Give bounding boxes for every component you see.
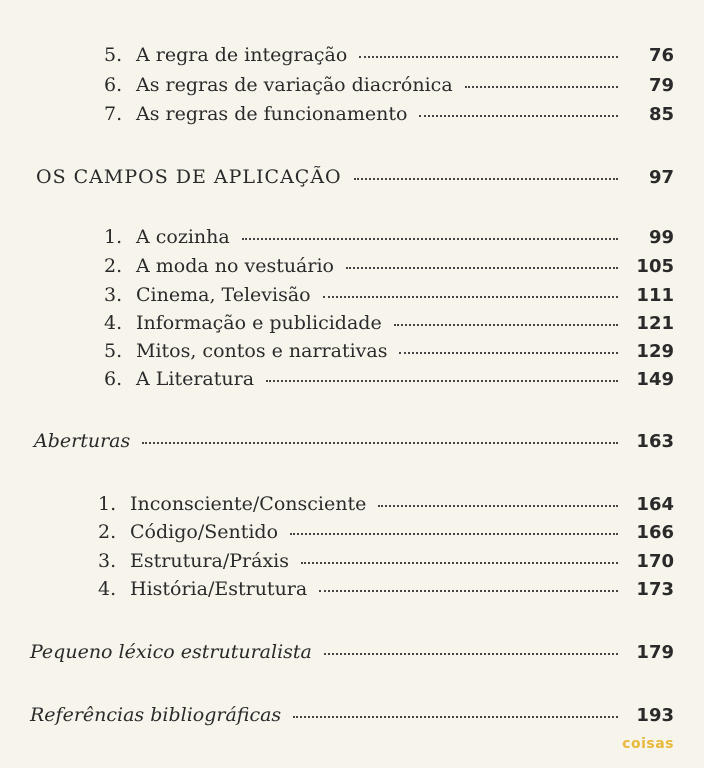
entry-page: 166	[636, 522, 674, 543]
entry-title: Mitos, contos e narrativas	[136, 340, 388, 362]
entry-title: As regras de variação diacrónica	[136, 74, 453, 96]
toc-entry	[98, 521, 674, 543]
entry-page: 193	[636, 705, 674, 726]
toc-entry	[104, 284, 674, 306]
dot-leader	[290, 532, 618, 535]
entry-page: 170	[636, 551, 674, 572]
entry-number: 1.	[104, 226, 123, 248]
toc-entry	[104, 44, 674, 66]
entry-number: 6.	[104, 368, 123, 390]
dot-leader	[266, 379, 618, 382]
entry-page: 105	[636, 256, 674, 277]
entry-title: Informação e publicidade	[136, 312, 382, 334]
entry-title: As regras de funcionamento	[136, 103, 408, 125]
entry-number: 2.	[104, 255, 123, 277]
entry-page: 79	[648, 75, 674, 96]
entry-title: A moda no vestuário	[136, 255, 334, 277]
entry-number: 5.	[104, 44, 123, 66]
toc-entry	[104, 340, 674, 362]
entry-page: 164	[636, 494, 674, 515]
section-title: OS CAMPOS DE APLICAÇÃO	[36, 166, 342, 188]
toc-entry	[104, 103, 674, 125]
entry-page: 129	[636, 341, 674, 362]
toc-section	[30, 704, 674, 726]
entry-page: 163	[636, 431, 674, 452]
dot-leader	[394, 323, 618, 326]
entry-page: 173	[636, 579, 674, 600]
dot-leader	[242, 237, 618, 240]
entry-number: 3.	[104, 284, 123, 306]
toc-section	[36, 166, 674, 188]
dot-leader	[465, 85, 618, 88]
entry-page: 149	[636, 369, 674, 390]
section-title: Pequeno léxico estruturalista	[30, 641, 312, 663]
entry-number: 3.	[98, 550, 117, 572]
entry-number: 4.	[104, 312, 123, 334]
entry-title: Cinema, Televisão	[136, 284, 311, 306]
dot-leader	[324, 652, 618, 655]
entry-title: A regra de integração	[136, 44, 348, 66]
entry-number: 2.	[98, 521, 117, 543]
entry-number: 1.	[98, 493, 117, 515]
entry-page: 179	[636, 642, 674, 663]
dot-leader	[354, 177, 618, 180]
dot-leader	[293, 715, 618, 718]
entry-page: 85	[648, 104, 674, 125]
entry-number: 4.	[98, 578, 117, 600]
entry-number: 6.	[104, 74, 123, 96]
section-title: Referências bibliográficas	[30, 704, 282, 726]
dot-leader	[323, 295, 618, 298]
dot-leader	[301, 561, 618, 564]
toc-section	[30, 641, 674, 663]
toc-entry	[98, 550, 674, 572]
dot-leader	[399, 351, 618, 354]
entry-title: Código/Sentido	[130, 521, 279, 543]
toc-entry	[104, 255, 674, 277]
toc-entry	[98, 578, 674, 600]
entry-page: 97	[648, 167, 674, 188]
toc-entry	[104, 74, 674, 96]
entry-page: 121	[636, 313, 674, 334]
entry-number: 7.	[104, 103, 123, 125]
dot-leader	[419, 114, 618, 117]
dot-leader	[346, 266, 618, 269]
entry-page: 111	[636, 285, 674, 306]
dot-leader	[378, 504, 618, 507]
toc-section	[34, 430, 674, 452]
section-title: Aberturas	[34, 430, 131, 452]
dot-leader	[359, 55, 618, 58]
toc-entry	[104, 226, 674, 248]
entry-title: Estrutura/Práxis	[130, 550, 289, 572]
entry-title: Inconsciente/Consciente	[130, 493, 367, 515]
toc-entry	[104, 312, 674, 334]
entry-title: A cozinha	[136, 226, 230, 248]
entry-title: História/Estrutura	[130, 578, 308, 600]
dot-leader	[319, 589, 618, 592]
entry-title: A Literatura	[136, 368, 255, 390]
watermark-logo: coisas	[622, 736, 674, 752]
entry-page: 76	[648, 45, 674, 66]
dot-leader	[142, 441, 618, 444]
toc-entry	[104, 368, 674, 390]
toc-entry	[98, 493, 674, 515]
entry-page: 99	[648, 227, 674, 248]
entry-number: 5.	[104, 340, 123, 362]
